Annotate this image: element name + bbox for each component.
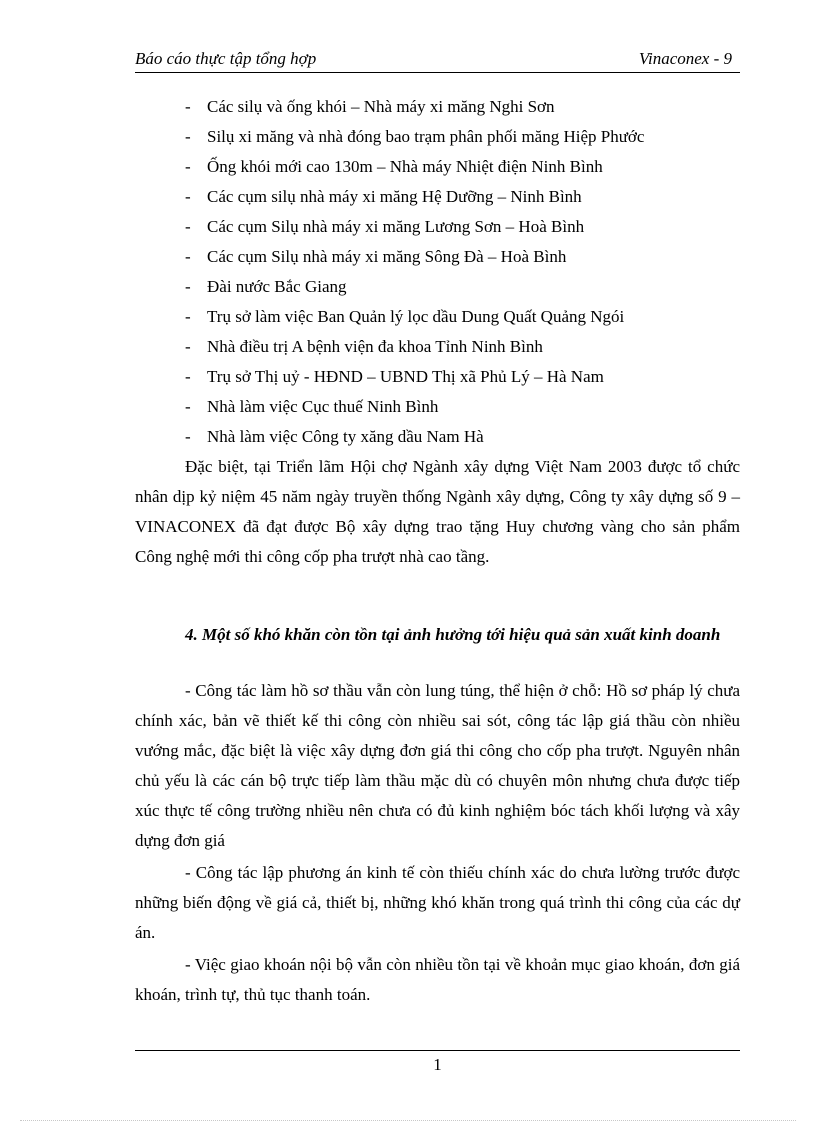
bullet-dash: -: [185, 187, 191, 206]
list-item-text: Nhà làm việc Cục thuế Ninh Bình: [207, 397, 439, 416]
list-item: [185, 302, 745, 332]
bullet-dash: -: [185, 277, 191, 296]
page-number: 1: [433, 1055, 442, 1074]
list-item: [185, 422, 745, 452]
bullet-dash: -: [185, 427, 191, 446]
list-item-text: Trụ sở làm việc Ban Quản lý lọc dầu Dung Quất Quảng Ngói: [207, 307, 625, 326]
difficulty-paragraph-contracting: - Việc giao khoán nội bộ vẫn còn nhiều tồn tại về khoản mục giao khoán, đơn giá khoán, trình tự, thủ tục thanh toán.: [135, 955, 740, 1004]
header-report-title: Báo cáo thực tập tổng hợp: [135, 49, 317, 68]
bullet-dash: -: [185, 97, 191, 116]
list-item-text: Các cụm Silụ nhà máy xi măng Lương Sơn – Hoà Bình: [207, 217, 585, 236]
list-item-text: Ống khói mới cao 130m – Nhà máy Nhiệt điện Ninh Bình: [207, 157, 603, 176]
award-paragraph: Đặc biệt, tại Triển lãm Hội chợ Ngành xây dựng Việt Nam 2003 được tổ chức nhân dịp kỷ niệm 45 năm ngày truyền thống Ngành xây dựng, Công ty xây dựng số 9 – VINACONEX đã đạt được Bộ xây dựng trao tặng Huy chương vàng cho sản phẩm Công nghệ mới thi công cốp pha trượt nhà cao tầng.: [135, 457, 740, 566]
list-item-text: Các cụm silụ nhà máy xi măng Hệ Dưỡng – Ninh Bình: [207, 187, 582, 206]
project-list: [185, 92, 745, 452]
bullet-dash: -: [185, 307, 191, 326]
bullet-dash: -: [185, 247, 191, 266]
section-heading: 4. Một số khó khăn còn tồn tại ảnh hưởng tới hiệu quả sản xuất kinh doanh: [185, 625, 721, 644]
list-item-text: Trụ sở Thị uỷ - HĐND – UBND Thị xã Phủ Lý – Hà Nam: [207, 367, 604, 386]
list-item: [185, 212, 745, 242]
header-company-name: Vinaconex - 9: [638, 49, 732, 68]
list-item: [185, 392, 745, 422]
list-item-text: Các silụ và ống khói – Nhà máy xi măng Nghi Sơn: [207, 97, 555, 116]
list-item: [185, 92, 745, 122]
bullet-dash: -: [185, 127, 191, 146]
difficulty-paragraph-planning: - Công tác lập phương án kinh tế còn thiếu chính xác do chưa lường trước được những biến động về giá cả, thiết bị, những khó khăn trong quá trình thi công của các dự án.: [135, 863, 740, 942]
list-item: [185, 332, 745, 362]
bullet-dash: -: [185, 337, 191, 356]
list-item: [185, 152, 745, 182]
bullet-dash: -: [185, 217, 191, 236]
list-item: [185, 362, 745, 392]
list-item-text: Đài nước Bắc Giang: [207, 277, 347, 296]
footer-divider: [135, 1050, 740, 1051]
list-item-text: Nhà điều trị A bệnh viện đa khoa Tỉnh Ninh Bình: [207, 337, 543, 356]
page-header: [135, 48, 740, 73]
list-item: [185, 182, 745, 212]
bullet-dash: -: [185, 157, 191, 176]
difficulty-paragraph-bidding: - Công tác làm hồ sơ thầu vẫn còn lung túng, thể hiện ở chỗ: Hồ sơ pháp lý chưa chính xác, bản vẽ thiết kế thi công còn nhiều sai sót, công tác lập giá thầu còn nhiều vướng mắc, đặc biệt là việc xây dựng đơn giá thi công cho cốp pha trượt. Nguyên nhân chủ yếu là các cán bộ trực tiếp làm thầu mặc dù có chuyên môn nhưng chưa được tiếp xúc thực tế công trường nhiều nên chưa có đủ kinh nghiệm bóc tách khối lượng và xây dựng đơn giá: [135, 681, 740, 850]
list-item-text: Các cụm Silụ nhà máy xi măng Sông Đà – Hoà Bình: [207, 247, 567, 266]
bullet-dash: -: [185, 397, 191, 416]
list-item: [185, 122, 745, 152]
page-bottom-border: [20, 1120, 796, 1121]
list-item-text: Nhà làm việc Công ty xăng dầu Nam Hà: [207, 427, 484, 446]
bullet-dash: -: [185, 367, 191, 386]
list-item-text: Silụ xi măng và nhà đóng bao trạm phân phối măng Hiệp Phước: [207, 127, 645, 146]
list-item: [185, 242, 745, 272]
list-item: [185, 272, 745, 302]
